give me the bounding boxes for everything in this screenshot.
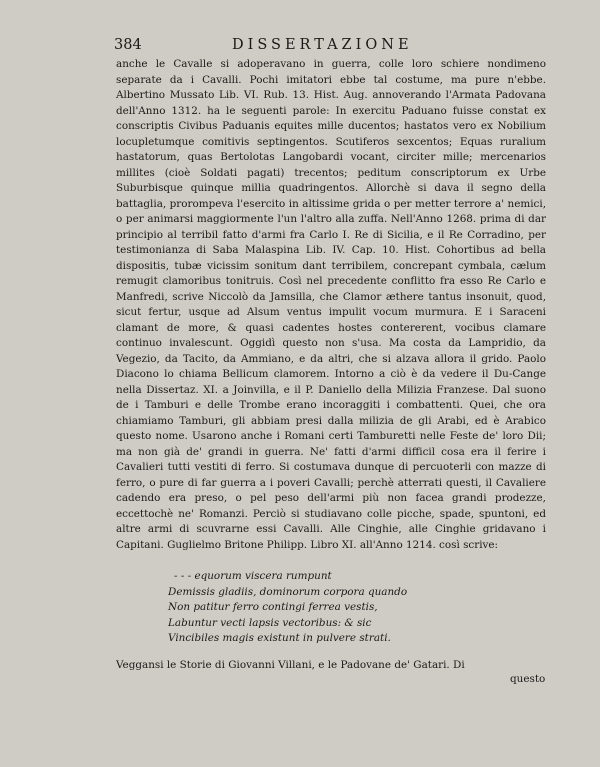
verse-line-4: Labuntur vecti lapsis vectoribus: & sic bbox=[168, 616, 372, 629]
page-title: DISSERTAZIONE bbox=[232, 37, 413, 53]
main-paragraph: anche le Cavalle si adoperavano in guerra, colle loro schiere nondimeno separate da i Cavalli. Pochi imitatori ebbe tal costume, ma pure n'ebbe. Albertino Mussato Lib. VI. Rub. 13. Hist. Aug. annoverando l'Armata Padovana dell'Anno 1312. ha le seguenti parole: In exercitu Paduano fuisse constat ex conscriptis Civibus Paduanis equites mille ducentos; hastatos vero ex Nobilium locupletumque comitivis septingentos. Scutiferos sexcentos; Equas ruralium hastatorum, quas Bertolotas Langobardi vocant, circiter mille; mercenarios millites (cioè Soldati pagati) trecentos; peditum conscriptorum ex Urbe Suburbisque quinque millia quadringentos. Allorchè si dava il segno della battaglia, prorompeva l'esercito in altissime grida o per metter terrore a' nemici, o per animarsi maggiormente l'un l'altro alla zuffa. Nell'Anno 1268. prima di dar principio al terribil fatto d'armi fra Carlo I. Re di Sicilia, e il Re Corradino, per testimonianza di Saba Malaspina Lib. IV. Cap. 10. Hist. Cohortibus ad bella dispositis, tubæ vicissim sonitum dant terribilem, concrepant cymbala, cælum remugit clamoribus tonitruis. Così nel precedente conflitto fra esso Re Carlo e Manfredi, scrive Niccolò da Jamsilla, che Clamor æthere tantus insonuit, quod, sicut fertur, usque ad Alsum ventus impulit vocum murmura. E i Saraceni clamant de more, & quasi cadentes hostes contererent, vocibus clamare continuo invalescunt. Oggidì questo non s'usa. Ma costa da Lampridio, da Vegezio, da Tacito, da Ammiano, e da altri, che si alzava allora il grido. Paolo Diacono lo chiama Bellicum clamorem. Intorno a ciò è da vedere il Du-Cange nella Dissertaz. XI. a Joinvilla, e il P. Daniello della Milizia Franzese. Dal suono de i Tamburi e delle Trombe erano incoraggiti i combattenti. Quei, che ora chiamiamo Tamburi, gli abbiam presi dalla milizia de gli Arabi, ed è Arabico questo nome. Usarono anche i Romani certi Tamburetti nelle Feste de' loro Dii; ma non già de' grandi in guerra. Ne' fatti d'armi difficil cosa era il ferire i Cavalieri tutti vestiti di ferro. Si costumava dunque di percuoterli con mazze di ferro, o pure di far guerra a i poveri Cavalli; perchè atterrati questi, il Cavaliere cadendo era preso, o pel peso dell'armi più non facea grandi prodezze, eccettochè ne' Romanzi. Perciò si studiavano colle picche, spade, spuntoni, ed altre armi di scuvrarne essi Cavalli. Alle Cinghie, alle Cinghie gridavano i Capitani. Guglielmo Britone Philipp. Libro XI. all'Anno 1214. così scrive: bbox=[116, 58, 546, 551]
page-number: 384 bbox=[114, 37, 142, 53]
verse-line-3: Non patitur ferro contingi ferrea vestis, bbox=[168, 601, 378, 614]
closing-line: Veggansi le Storie di Giovanni Villani, e le Padovane de' Gatari. Di bbox=[116, 659, 465, 671]
body-text bbox=[116, 57, 546, 553]
verse-quotation bbox=[168, 569, 468, 647]
verse-line-1: - - - equorum viscera rumpunt bbox=[174, 570, 332, 582]
running-header bbox=[114, 34, 444, 56]
catchword: questo bbox=[510, 673, 546, 685]
verse-line-5: Vincibiles magis existunt in pulvere strati. bbox=[168, 632, 391, 645]
verse-line-2: Demissis gladiis, dominorum corpora quando bbox=[168, 585, 408, 598]
